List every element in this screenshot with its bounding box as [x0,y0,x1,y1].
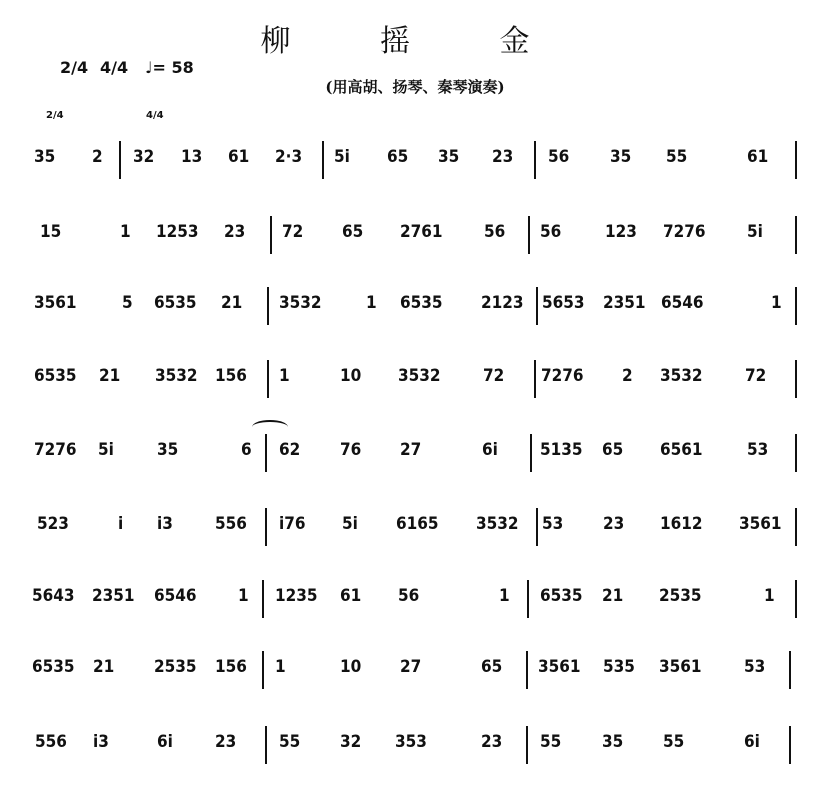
notation-group: 23 [224,222,246,242]
notation-group: 2 [92,147,103,167]
notation-group: 3561 [739,514,782,534]
notation-group: 35 [438,147,460,167]
barline [270,216,272,254]
notation-group: 7276 [663,222,706,242]
notation-group: 1253 [156,222,199,242]
notation-group: 62 [279,440,301,460]
barline [527,580,529,618]
notation-group: 6i [157,732,173,752]
notation-group: 35 [602,732,624,752]
notation-group: 55 [540,732,562,752]
notation-group: 35 [34,147,56,167]
notation-group: 6535 [540,586,583,606]
notation-group: 15 [40,222,62,242]
notation-system-1 [0,147,830,217]
meter-first [60,58,88,77]
notation-group: 7276 [541,366,584,386]
notation-system-7 [0,586,830,656]
barline [795,360,797,398]
notation-group: 2535 [154,657,197,677]
notation-group: 6535 [154,293,197,313]
notation-group: i76 [279,514,306,534]
notation-group: 2123 [481,293,524,313]
barline [789,726,791,764]
notation-group: 1 [120,222,131,242]
notation-group: 72 [483,366,505,386]
notation-system-4 [0,366,830,436]
notation-group: 61 [228,147,250,167]
notation-group: 61 [747,147,769,167]
notation-group: 3532 [398,366,441,386]
notation-group: 65 [481,657,503,677]
barline [795,434,797,472]
barline [262,580,264,618]
barline [795,141,797,179]
notation-group: 3561 [659,657,702,677]
notation-group: 23 [603,514,625,534]
notation-group: 5 [122,293,133,313]
notation-group: 3532 [155,366,198,386]
notation-group: 72 [282,222,304,242]
notation-group: 65 [602,440,624,460]
tempo-marking: ♩= 58 [145,58,194,77]
notation-group: 2761 [400,222,443,242]
notation-group: 2·3 [275,147,303,167]
barline [265,434,267,472]
barline [536,287,538,325]
notation-group: 23 [481,732,503,752]
notation-group: 76 [340,440,362,460]
barline [265,508,267,546]
notation-group: 10 [340,657,362,677]
notation-group: 556 [35,732,67,752]
notation-group: 2 [622,366,633,386]
barline [795,508,797,546]
notation-system-3 [0,293,830,363]
notation-group: 32 [340,732,362,752]
notation-group: 53 [744,657,766,677]
notation-group: 10 [340,366,362,386]
meter-4-4: 4/4 [100,58,129,77]
notation-system-9 [0,732,830,802]
notation-group: 6546 [661,293,704,313]
notation-group: 32 [133,147,155,167]
notation-group: 53 [747,440,769,460]
notation-group: 6546 [154,586,197,606]
notation-group: 55 [279,732,301,752]
notation-group: 1 [771,293,782,313]
notation-group: 1 [238,586,249,606]
notation-group: 35 [610,147,632,167]
barline [534,141,536,179]
notation-group: 65 [387,147,409,167]
notation-group: i3 [93,732,109,752]
notation-group: 156 [215,657,247,677]
notation-group: 6535 [32,657,75,677]
notation-group: 23 [215,732,237,752]
notation-group: 5135 [540,440,583,460]
barline [267,287,269,325]
barline [795,287,797,325]
notation-group: 21 [221,293,243,313]
notation-group: 3561 [538,657,581,677]
notation-group: 556 [215,514,247,534]
barline [119,141,121,179]
notation-group: 3532 [660,366,703,386]
barline [536,508,538,546]
barline [530,434,532,472]
notation-group: 21 [93,657,115,677]
notation-group: 27 [400,440,422,460]
notation-group: 56 [548,147,570,167]
notation-group: 7276 [34,440,77,460]
notation-group: 523 [37,514,69,534]
notation-group: 1 [275,657,286,677]
notation-group: 6535 [400,293,443,313]
notation-group: 353 [395,732,427,752]
notation-system-8 [0,657,830,727]
notation-group: 6165 [396,514,439,534]
notation-group: 56 [398,586,420,606]
notation-system-6 [0,514,830,584]
notation-group: 5653 [542,293,585,313]
meter-second [100,58,128,77]
notation-group: 35 [157,440,179,460]
barline [322,141,324,179]
notation-group: 2351 [603,293,646,313]
notation-group: 53 [542,514,564,534]
notation-group: 13 [181,147,203,167]
notation-group: 5i [98,440,114,460]
notation-group: 3561 [34,293,77,313]
notation-group: i3 [157,514,173,534]
notation-group: 6i [744,732,760,752]
notation-group: 6 [241,440,252,460]
notation-group: 6i [482,440,498,460]
barline [528,216,530,254]
barline [526,726,528,764]
notation-group: 535 [603,657,635,677]
barline [267,360,269,398]
notation-group: 156 [215,366,247,386]
notation-group: 1 [499,586,510,606]
barline [534,360,536,398]
notation-group: 61 [340,586,362,606]
notation-group: 1235 [275,586,318,606]
notation-group: 55 [666,147,688,167]
notation-group: 65 [342,222,364,242]
barline [795,580,797,618]
barline [795,216,797,254]
notation-group: 56 [540,222,562,242]
notation-group: 55 [663,732,685,752]
notation-group: 5i [747,222,763,242]
notation-group: 5i [342,514,358,534]
notation-group: 2535 [659,586,702,606]
notation-group: 72 [745,366,767,386]
notation-group: 21 [602,586,624,606]
barline [265,726,267,764]
notation-group: 6535 [34,366,77,386]
score-title: 柳 摇 金 [260,24,570,59]
notation-group: 1 [366,293,377,313]
slur-mark [252,420,288,434]
barline [526,651,528,689]
notation-group: 27 [400,657,422,677]
notation-group: 23 [492,147,514,167]
notation-group: 1 [764,586,775,606]
meter-2-4: 2/4 [60,58,89,77]
notation-group: 1 [279,366,290,386]
notation-group: 1612 [660,514,703,534]
meter-label-4-4: 4/4 [146,110,164,121]
meter-label-2-4: 2/4 [46,110,64,121]
notation-system-5 [0,440,830,510]
score-subtitle: (用高胡、扬琴、秦琴演奏) [325,78,505,96]
notation-group: 2351 [92,586,135,606]
notation-group: 5i [334,147,350,167]
notation-group: 123 [605,222,637,242]
notation-group: 3532 [279,293,322,313]
notation-group: 5643 [32,586,75,606]
notation-group: 3532 [476,514,519,534]
barline [789,651,791,689]
notation-group: 56 [484,222,506,242]
notation-group: 6561 [660,440,703,460]
notation-group: i [118,514,124,534]
barline [262,651,264,689]
notation-group: 21 [99,366,121,386]
notation-system-2 [0,222,830,292]
